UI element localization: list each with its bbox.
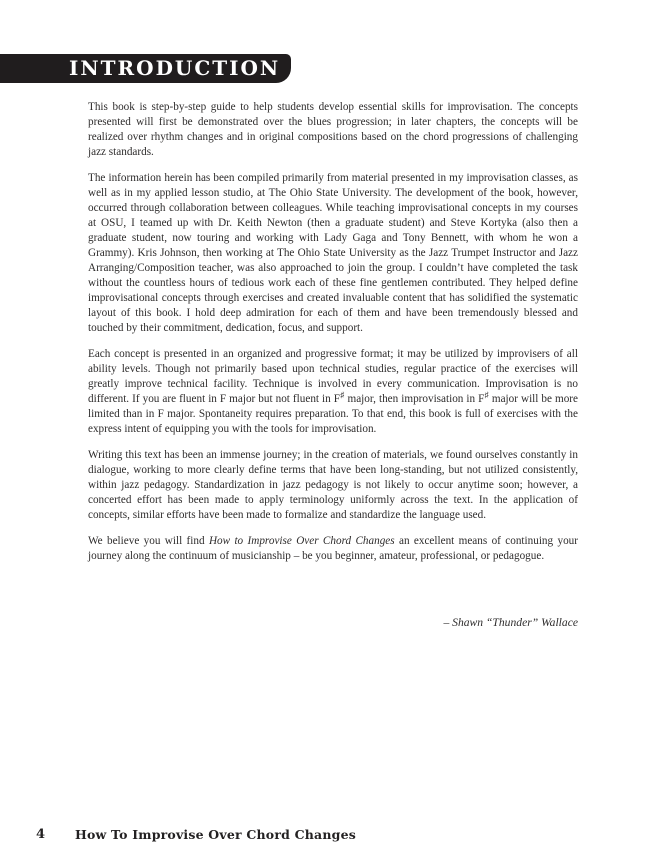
text-run: We believe you will find [88, 535, 209, 547]
page-number: 4 [36, 827, 46, 842]
body-text [88, 100, 578, 575]
chapter-heading-banner [0, 54, 291, 83]
text-run: This book is step-by-step guide to help students develop essential skills for improvisation. The concepts presented will first be demonstrated over the blues progression; in later chapters, the concepts will be realized over rhythm changes and in original compositions based on the chord progressions of challenging jazz standards. [88, 101, 578, 158]
page-footer [0, 827, 648, 847]
text-run: major will be more limited than in F major. Spontaneity requires preparation. To that end, this book is full of exercises with the express intent of equipping you with the tools for improvisation. [88, 393, 578, 435]
text-run: ♯ [484, 390, 489, 400]
paragraph [88, 171, 578, 336]
text-run: The information herein has been compiled primarily from material presented in my improvisation classes, as well as in my applied lesson studio, at The Ohio State University. The development of the book, however, occurred through collaboration between colleagues. While teaching improvisational concepts in my courses at OSU, I teamed up with Dr. Keith Newton (then a graduate student) and Steve Kortyka (also then a graduate student, now touring and working with Lady Gaga and Tony Bennett, with whom he won a Grammy). Kris Johnson, then working at The Ohio State University as the Jazz Trumpet Instructor and Jazz Arranging/Composition teacher, was also approached to join the group. I couldn’t have completed the task without the countless hours of tedious work each of these fine gentlemen contributed. They helped define improvisational concepts through exercises and created invaluable content that has solidified the systematic layout of this book. I hold deep admiration for each of them and have been tremendously blessed and touched by their commitment, dedication, focus, and support. [88, 172, 578, 334]
text-run: How to Improvise Over Chord Changes [208, 535, 395, 547]
text-run: major, then improvisation in F [344, 393, 485, 405]
paragraph [88, 347, 578, 437]
chapter-title: INTRODUCTION [69, 56, 281, 80]
paragraph [88, 100, 578, 160]
text-run: Each concept is presented in an organized and progressive format; it may be utilized by improvisers of all ability levels. Though not primarily based upon technical studies, regular practice of the exercises will greatly improve technical facility. Technique is involved in every communication. Improvisation is no different. If you are fluent in F major but not fluent in F [88, 348, 578, 405]
author-signature: – Shawn “Thunder” Wallace [443, 616, 578, 629]
paragraph [88, 534, 578, 564]
footer-book-title: How To Improvise Over Chord Changes [75, 827, 356, 842]
text-run: Writing this text has been an immense journey; in the creation of materials, we found ourselves constantly in dialogue, working to more clearly define terms that have been long-standing, but not utilized consistently, within jazz pedagogy. Standardization in jazz pedagogy is not likely to occur anytime soon; however, a concerted effort has been made to apply terminology uniformly across the text. In the application of concepts, similar efforts have been made to formalize and standardize the language used. [88, 449, 578, 521]
text-run: ♯ [340, 390, 345, 400]
paragraph [88, 448, 578, 523]
text-run: an excellent means of continuing your journey along the continuum of musicianship – be you beginner, amateur, professional, or pedagogue. [88, 535, 578, 562]
